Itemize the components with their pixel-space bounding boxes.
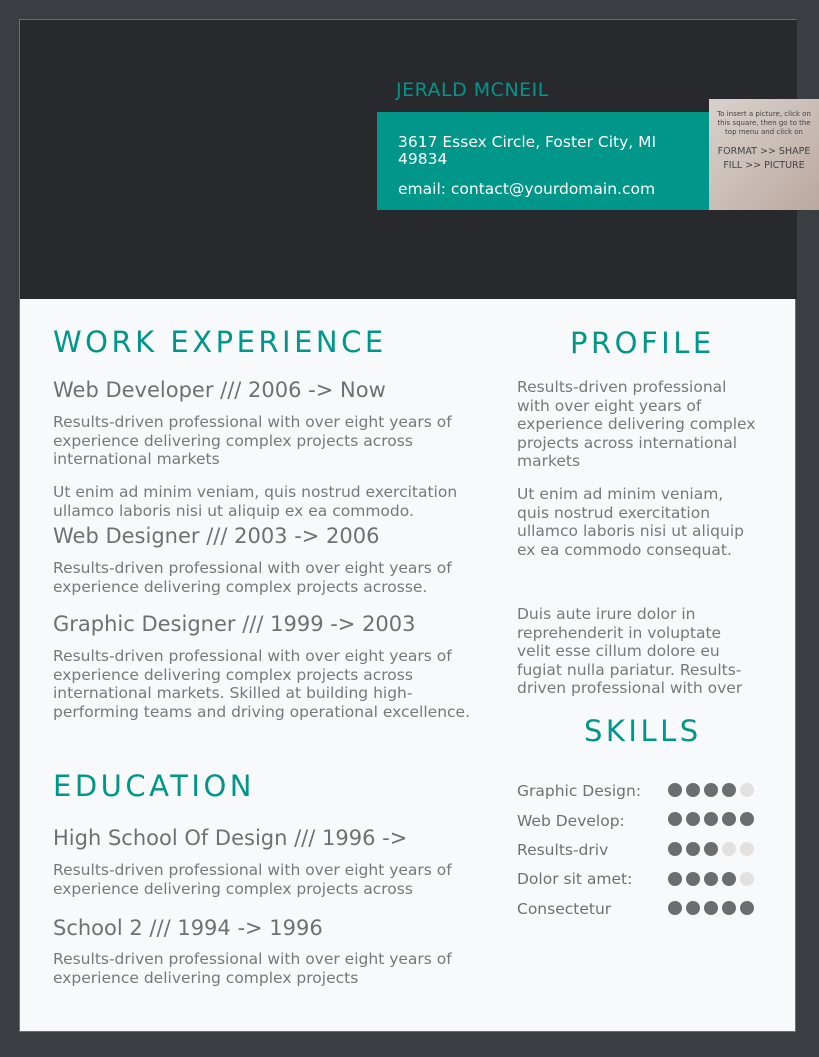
skill-label: Results-driv (517, 841, 609, 859)
job-description: Ut enim ad minim veniam, quis nostrud exercitation ullamco laboris nisi ut aliquip ex ea commodo. (53, 483, 458, 520)
education-title: High School Of Design /// 1996 -> (53, 826, 408, 850)
photo-action: FORMAT >> SHAPE FILL >> PICTURE (717, 146, 811, 171)
skills-heading: SKILLS (584, 714, 702, 748)
rating-dot-empty (740, 842, 754, 856)
rating-dot-empty (722, 842, 736, 856)
job-description: Results-driven professional with over eight years of experience delivering complex projects across international markets (53, 413, 452, 468)
skill-label: Graphic Design: (517, 782, 642, 800)
education-description: Results-driven professional with over eight years of experience delivering complex projects across (53, 861, 452, 898)
photo-instructions: To insert a picture, click on this square, then go to the top menu and click on (717, 110, 811, 136)
job-title: Graphic Designer /// 1999 -> 2003 (53, 612, 416, 636)
rating-dot-filled (668, 812, 682, 826)
rating-dot-filled (686, 812, 700, 826)
photo-placeholder[interactable] (709, 99, 819, 210)
skill-rating (668, 842, 754, 856)
rating-dot-empty (740, 783, 754, 797)
job-title: Web Designer /// 2003 -> 2006 (53, 524, 380, 548)
profile-heading: PROFILE (570, 326, 715, 360)
rating-dot-filled (668, 783, 682, 797)
skill-rating (668, 901, 754, 915)
skill-rating (668, 783, 754, 797)
rating-dot-filled (740, 812, 754, 826)
education-title: School 2 /// 1994 -> 1996 (53, 916, 323, 940)
skill-rating (668, 812, 754, 826)
rating-dot-filled (686, 842, 700, 856)
skill-label: Web Develop: (517, 812, 625, 830)
rating-dot-filled (722, 872, 736, 886)
rating-dot-filled (668, 842, 682, 856)
skill-rating (668, 872, 754, 886)
rating-dot-filled (704, 901, 718, 915)
rating-dot-filled (704, 783, 718, 797)
profile-text: Ut enim ad minim veniam, quis nostrud exercitation ullamco laboris nisi ut aliquip ex ea commodo consequat. (517, 485, 744, 559)
rating-dot-empty (740, 872, 754, 886)
rating-dot-filled (686, 872, 700, 886)
rating-dot-filled (668, 872, 682, 886)
education-heading: EDUCATION (53, 769, 256, 803)
address-text: 3617 Essex Circle, Foster City, MI 49834 (398, 133, 657, 168)
email-text: email: contact@yourdomain.com (398, 180, 656, 198)
skill-label: Consectetur (517, 900, 612, 918)
rating-dot-filled (722, 812, 736, 826)
rating-dot-filled (740, 901, 754, 915)
rating-dot-filled (668, 901, 682, 915)
resume-page (19, 19, 811, 1032)
rating-dot-filled (704, 812, 718, 826)
candidate-name: JERALD MCNEIL (396, 79, 549, 101)
job-description: Results-driven professional with over eight years of experience delivering complex projects acrosse. (53, 559, 452, 596)
education-description: Results-driven professional with over eight years of experience delivering complex projects (53, 950, 452, 987)
rating-dot-filled (722, 783, 736, 797)
job-title: Web Developer /// 2006 -> Now (53, 378, 386, 402)
profile-text: Results-driven professional with over eight years of experience delivering complex projects across international markets (517, 378, 756, 470)
rating-dot-filled (704, 872, 718, 886)
rating-dot-filled (722, 901, 736, 915)
skill-label: Dolor sit amet: (517, 870, 633, 888)
profile-text: Duis aute irure dolor in reprehenderit in voluptate velit esse cillum dolore eu fugiat nulla pariatur. Results-driven professional with over (517, 605, 743, 697)
contact-box (377, 112, 709, 210)
job-description: Results-driven professional with over eight years of experience delivering complex projects across international markets. Skilled at building high-performing teams and driving operational excellence. (53, 647, 471, 721)
work-experience-heading: WORK EXPERIENCE (53, 325, 387, 359)
rating-dot-filled (704, 842, 718, 856)
rating-dot-filled (686, 901, 700, 915)
rating-dot-filled (686, 783, 700, 797)
